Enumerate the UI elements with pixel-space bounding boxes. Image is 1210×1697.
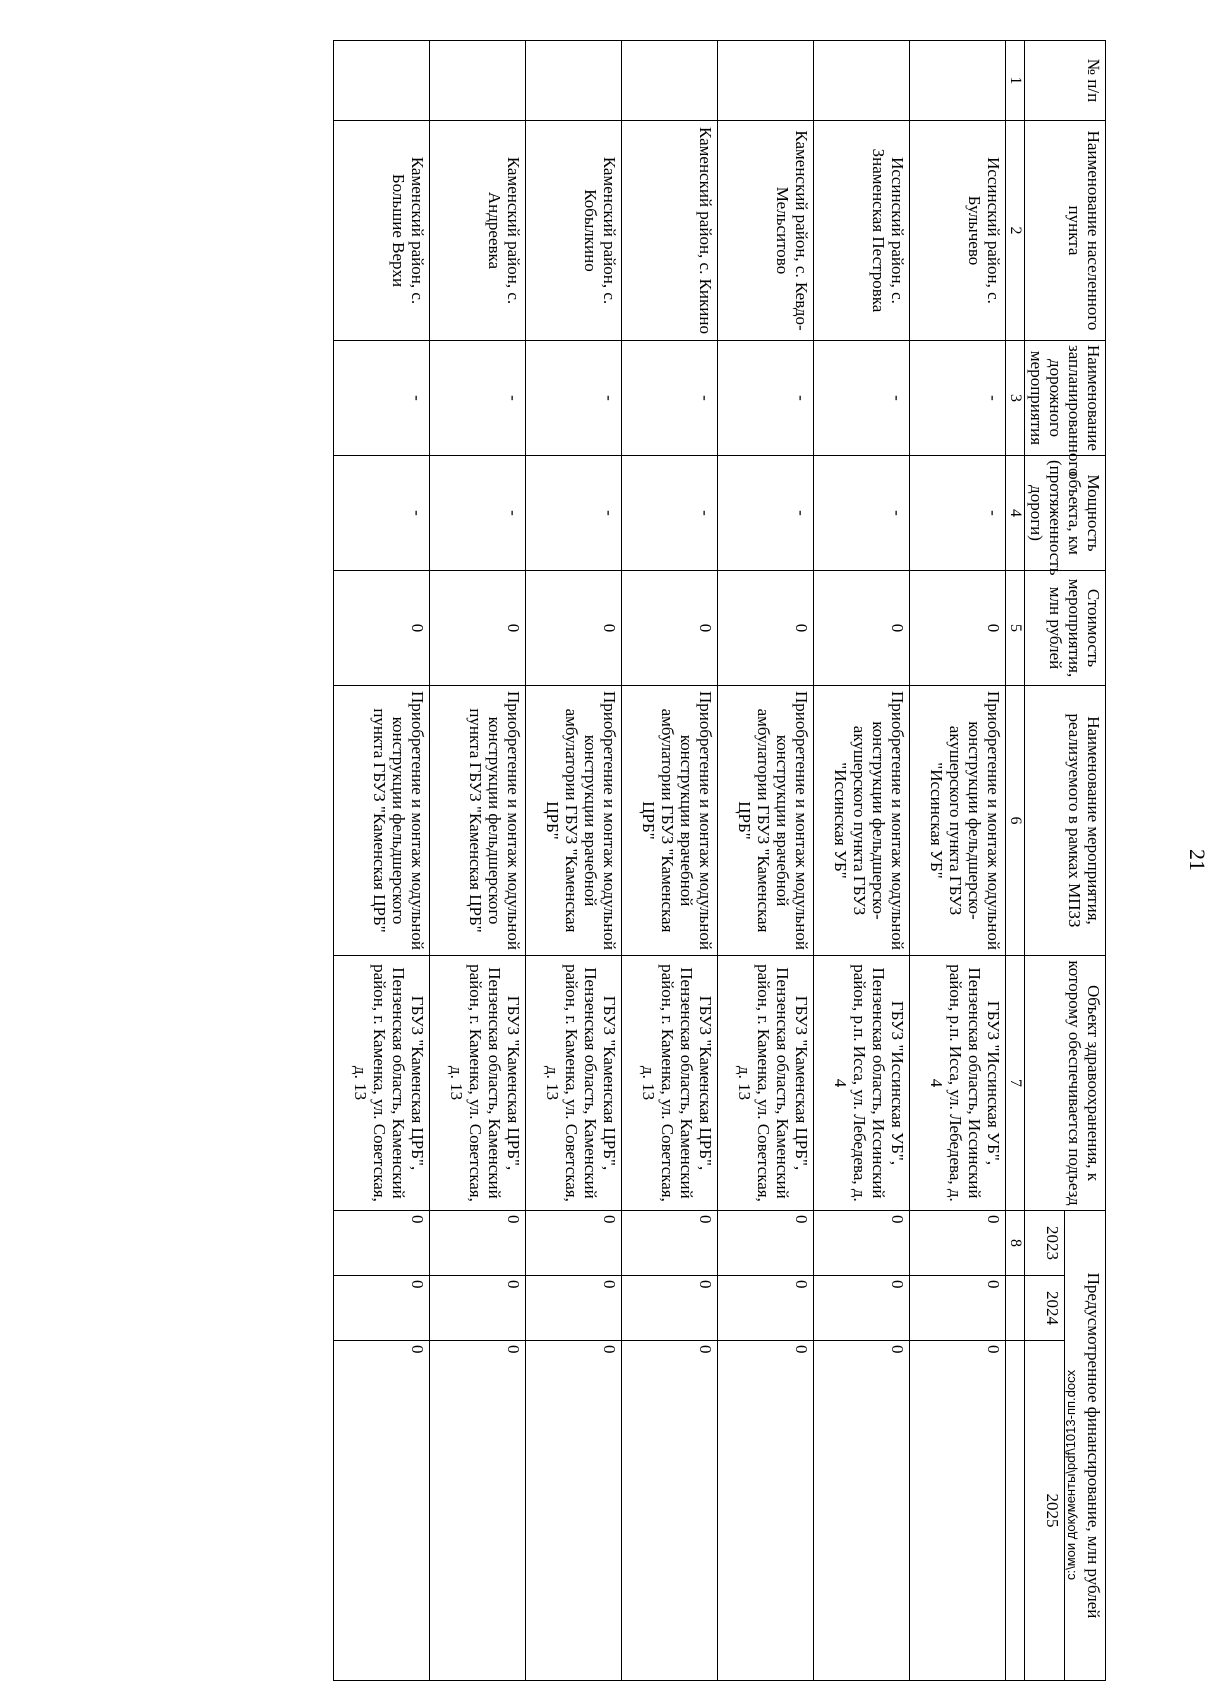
column-number-row <box>1005 41 1024 1681</box>
header-year-2025: 2025 <box>1024 1341 1065 1681</box>
cell-f2025: 0 <box>333 1341 429 1681</box>
page-number: 21 <box>1185 849 1210 871</box>
column-number-cell: 8 <box>1005 1211 1024 1276</box>
header-road-event: Наименование запланированного дорожного мероприятия <box>1024 341 1105 456</box>
cell-capacity: - <box>429 456 525 571</box>
header-num: № п/п <box>1024 41 1105 121</box>
header-year-2024: 2024 <box>1024 1276 1065 1341</box>
cell-f2025: 0 <box>429 1341 525 1681</box>
column-number-cell: 4 <box>1005 456 1024 571</box>
cell-num <box>525 41 621 121</box>
column-number-cell: 2 <box>1005 121 1024 341</box>
header-capacity: Мощность объекта, км (протяженность дороги) <box>1024 456 1105 571</box>
table-row <box>525 41 621 1681</box>
cell-f2023: 0 <box>621 1211 717 1276</box>
cell-f2023: 0 <box>717 1211 813 1276</box>
cell-cost: 0 <box>813 571 909 686</box>
cell-event: Приобретение и монтаж модульной конструкции фельдшерского пункта ГБУЗ "Каменская ЦРБ" <box>429 686 525 956</box>
cell-road: - <box>717 341 813 456</box>
cell-road: - <box>429 341 525 456</box>
cell-settlement: Иссинский район, с. Знаменская Пестровка <box>813 121 909 341</box>
cell-f2024: 0 <box>717 1276 813 1341</box>
header-year-2023: 2023 <box>1024 1211 1065 1276</box>
table-row <box>717 41 813 1681</box>
cell-road: - <box>909 341 1005 456</box>
cell-facility: ГБУЗ "Каменская ЦРБ", Пензенская область, Каменский район, г. Каменка, ул. Советская, д. 13 <box>333 956 429 1211</box>
cell-road: - <box>621 341 717 456</box>
cell-capacity: - <box>621 456 717 571</box>
cell-settlement: Каменский район, с. Кобылкино <box>525 121 621 341</box>
rotated-page <box>168 40 1210 1680</box>
cell-capacity: - <box>333 456 429 571</box>
cell-f2025: 0 <box>717 1341 813 1681</box>
cell-cost: 0 <box>333 571 429 686</box>
cell-capacity: - <box>525 456 621 571</box>
cell-f2024: 0 <box>525 1276 621 1341</box>
cell-settlement: Каменский район, с. Большие Верхи <box>333 121 429 341</box>
cell-cost: 0 <box>429 571 525 686</box>
cell-event: Приобретение и монтаж модульной конструкции фельдшерско-акушерского пункта ГБУЗ "Иссинская УБ" <box>813 686 909 956</box>
header-cost: Стоимость мероприятия, млн рублей <box>1024 571 1105 686</box>
column-number-cell <box>1005 1276 1024 1341</box>
cell-f2025: 0 <box>525 1341 621 1681</box>
column-number-cell: 3 <box>1005 341 1024 456</box>
cell-f2023: 0 <box>909 1211 1005 1276</box>
cell-facility: ГБУЗ "Каменская ЦРБ", Пензенская область, Каменский район, г. Каменка, ул. Советская, д. 13 <box>621 956 717 1211</box>
cell-f2025: 0 <box>621 1341 717 1681</box>
cell-f2025: 0 <box>909 1341 1005 1681</box>
cell-f2024: 0 <box>429 1276 525 1341</box>
cell-road: - <box>525 341 621 456</box>
table-body <box>333 41 1005 1681</box>
column-number-cell <box>1005 1341 1024 1681</box>
cell-num <box>621 41 717 121</box>
header-financing: Предусмотренное финансирование, млн рублей <box>1065 1211 1106 1681</box>
table-row <box>333 41 429 1681</box>
cell-num <box>909 41 1005 121</box>
cell-f2023: 0 <box>525 1211 621 1276</box>
cell-road: - <box>813 341 909 456</box>
cell-num <box>813 41 909 121</box>
cell-settlement: Каменский район, с. Кикино <box>621 121 717 341</box>
cell-road: - <box>333 341 429 456</box>
cell-capacity: - <box>813 456 909 571</box>
cell-cost: 0 <box>621 571 717 686</box>
cell-cost: 0 <box>909 571 1005 686</box>
cell-num <box>333 41 429 121</box>
table-row <box>621 41 717 1681</box>
cell-event: Приобретение и монтаж модульной конструкции фельдшерского пункта ГБУЗ "Каменская ЦРБ" <box>333 686 429 956</box>
cell-cost: 0 <box>525 571 621 686</box>
cell-event: Приобретение и монтаж модульной конструкции врачебной амбулатории ГБУЗ "Каменская ЦРБ" <box>621 686 717 956</box>
cell-settlement: Иссинский район, с. Булычево <box>909 121 1005 341</box>
cell-f2024: 0 <box>909 1276 1005 1341</box>
column-number-cell: 5 <box>1005 571 1024 686</box>
cell-cost: 0 <box>717 571 813 686</box>
cell-f2023: 0 <box>429 1211 525 1276</box>
cell-event: Приобретение и монтаж модульной конструкции фельдшерско-акушерского пункта ГБУЗ "Иссинская УБ" <box>909 686 1005 956</box>
cell-facility: ГБУЗ "Каменская ЦРБ", Пензенская область, Каменский район, г. Каменка, ул. Советская, д. 13 <box>525 956 621 1211</box>
cell-f2023: 0 <box>813 1211 909 1276</box>
cell-f2024: 0 <box>333 1276 429 1341</box>
cell-settlement: Каменский район, с. Андреевка <box>429 121 525 341</box>
cell-facility: ГБУЗ "Каменская ЦРБ", Пензенская область, Каменский район, г. Каменка, ул. Советская, д. 13 <box>429 956 525 1211</box>
header-mpzz-event: Наименование мероприятия, реализуемого в рамках МПЗЗ <box>1024 686 1105 956</box>
cell-capacity: - <box>909 456 1005 571</box>
financing-table <box>333 40 1106 1681</box>
table-row <box>429 41 525 1681</box>
cell-f2024: 0 <box>621 1276 717 1341</box>
cell-f2023: 0 <box>333 1211 429 1276</box>
cell-settlement: Каменский район, с. Кевдо-Мельситово <box>717 121 813 341</box>
column-number-cell: 6 <box>1005 686 1024 956</box>
cell-capacity: - <box>717 456 813 571</box>
cell-num <box>717 41 813 121</box>
column-number-cell: 1 <box>1005 41 1024 121</box>
cell-event: Приобретение и монтаж модульной конструкции врачебной амбулатории ГБУЗ "Каменская ЦРБ" <box>525 686 621 956</box>
table-row <box>813 41 909 1681</box>
header-facility: Объект здравоохранения, к которому обеспечивается подъезд <box>1024 956 1105 1211</box>
cell-f2024: 0 <box>813 1276 909 1341</box>
footer-file-path: c:\мои документы\pdf\1013-пп.docx <box>1063 1369 1078 1580</box>
cell-facility: ГБУЗ "Иссинская УБ", Пензенская область, Иссинский район, р.п. Исса, ул. Лебедева, д. 4 <box>813 956 909 1211</box>
table-row <box>909 41 1005 1681</box>
cell-facility: ГБУЗ "Иссинская УБ", Пензенская область, Иссинский район, р.п. Исса, ул. Лебедева, д. 4 <box>909 956 1005 1211</box>
cell-event: Приобретение и монтаж модульной конструкции врачебной амбулатории ГБУЗ "Каменская ЦРБ" <box>717 686 813 956</box>
cell-num <box>429 41 525 121</box>
column-number-cell: 7 <box>1005 956 1024 1211</box>
cell-facility: ГБУЗ "Каменская ЦРБ", Пензенская область, Каменский район, г. Каменка, ул. Советская, д. 13 <box>717 956 813 1211</box>
cell-f2025: 0 <box>813 1341 909 1681</box>
header-settlement: Наименование населенного пункта <box>1024 121 1105 341</box>
